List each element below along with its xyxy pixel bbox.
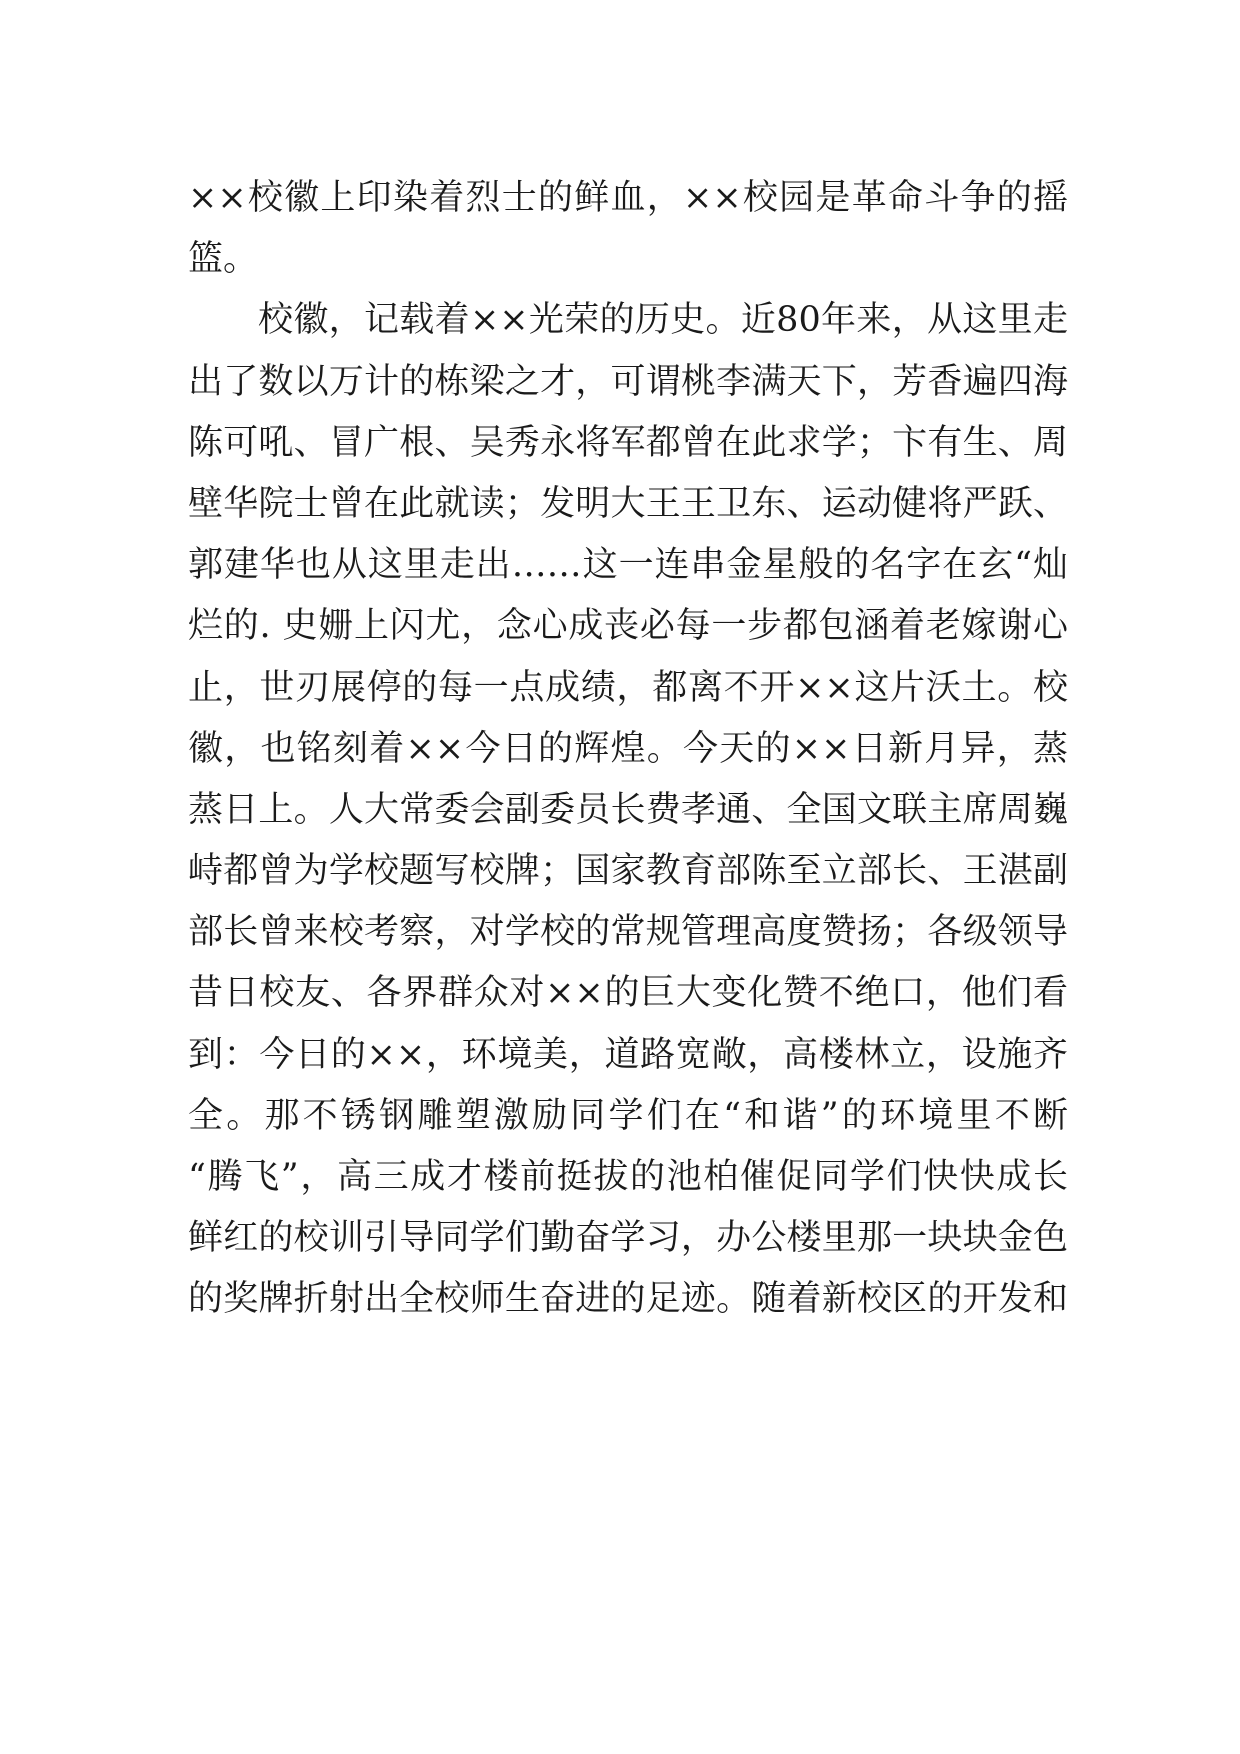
text-line-4: 出了数以万计的栋梁之才，可谓桃李满天下，芳香遍四海 xyxy=(188,361,1068,402)
text-line-6: 壁华院士曾在此就读；发明大王王卫东、运动健将严跃、 xyxy=(188,483,1068,524)
text-line-11: 蒸日上。人大常委会副委员长费孝通、全国文联主席周巍 xyxy=(188,789,1068,830)
document-body xyxy=(188,168,1068,1331)
text-line-5: 陈可吼、冒广根、吴秀永将军都曾在此求学；卞有生、周 xyxy=(188,422,1068,463)
text-line-16: 全。那不锈钢雕塑激励同学们在“和谐”的环境里不断 xyxy=(188,1095,1068,1136)
text-line-9: 止，世刃展停的每一点成绩，都离不开××这片沃土。校 xyxy=(188,667,1068,708)
text-line-8: 烂的. 史姗上闪尤，念心成丧必每一步都包涵着老嫁谢心 xyxy=(188,606,1068,647)
text-line-3: 校徽，记载着××光荣的历史。近80年来，从这里走 xyxy=(258,300,1068,341)
text-line-18: 鲜红的校训引导同学们勤奋学习，办公楼里那一块块金色 xyxy=(188,1218,1068,1259)
text-line-19: 的奖牌折射出全校师生奋进的足迹。随着新校区的开发和 xyxy=(188,1279,1068,1320)
text-line-17: “腾飞”，高三成才楼前挺拔的池柏催促同学们快快成长 xyxy=(188,1157,1068,1197)
text-line-15: 到：今日的××，环境美，道路宽敞，高楼林立，设施齐 xyxy=(188,1034,1068,1075)
text-line-14: 昔日校友、各界群众对××的巨大变化赞不绝口，他们看 xyxy=(188,973,1068,1014)
text-line-2: 篮。 xyxy=(188,239,259,280)
text-line-7: 郭建华也从这里走出……这一连串金星般的名字在玄“灿 xyxy=(188,545,1068,586)
text-line-13: 部长曾来校考察，对学校的常规管理高度赞扬；各级领导 xyxy=(188,912,1068,953)
text-line-12: 峙都曾为学校题写校牌；国家教育部陈至立部长、王湛副 xyxy=(188,851,1068,892)
text-line-10: 徽，也铭刻着××今日的辉煌。今天的××日新月异，蒸 xyxy=(188,728,1068,769)
text-line-1: ××校徽上印染着烈士的鲜血，××校园是革命斗争的摇 xyxy=(188,178,1068,218)
